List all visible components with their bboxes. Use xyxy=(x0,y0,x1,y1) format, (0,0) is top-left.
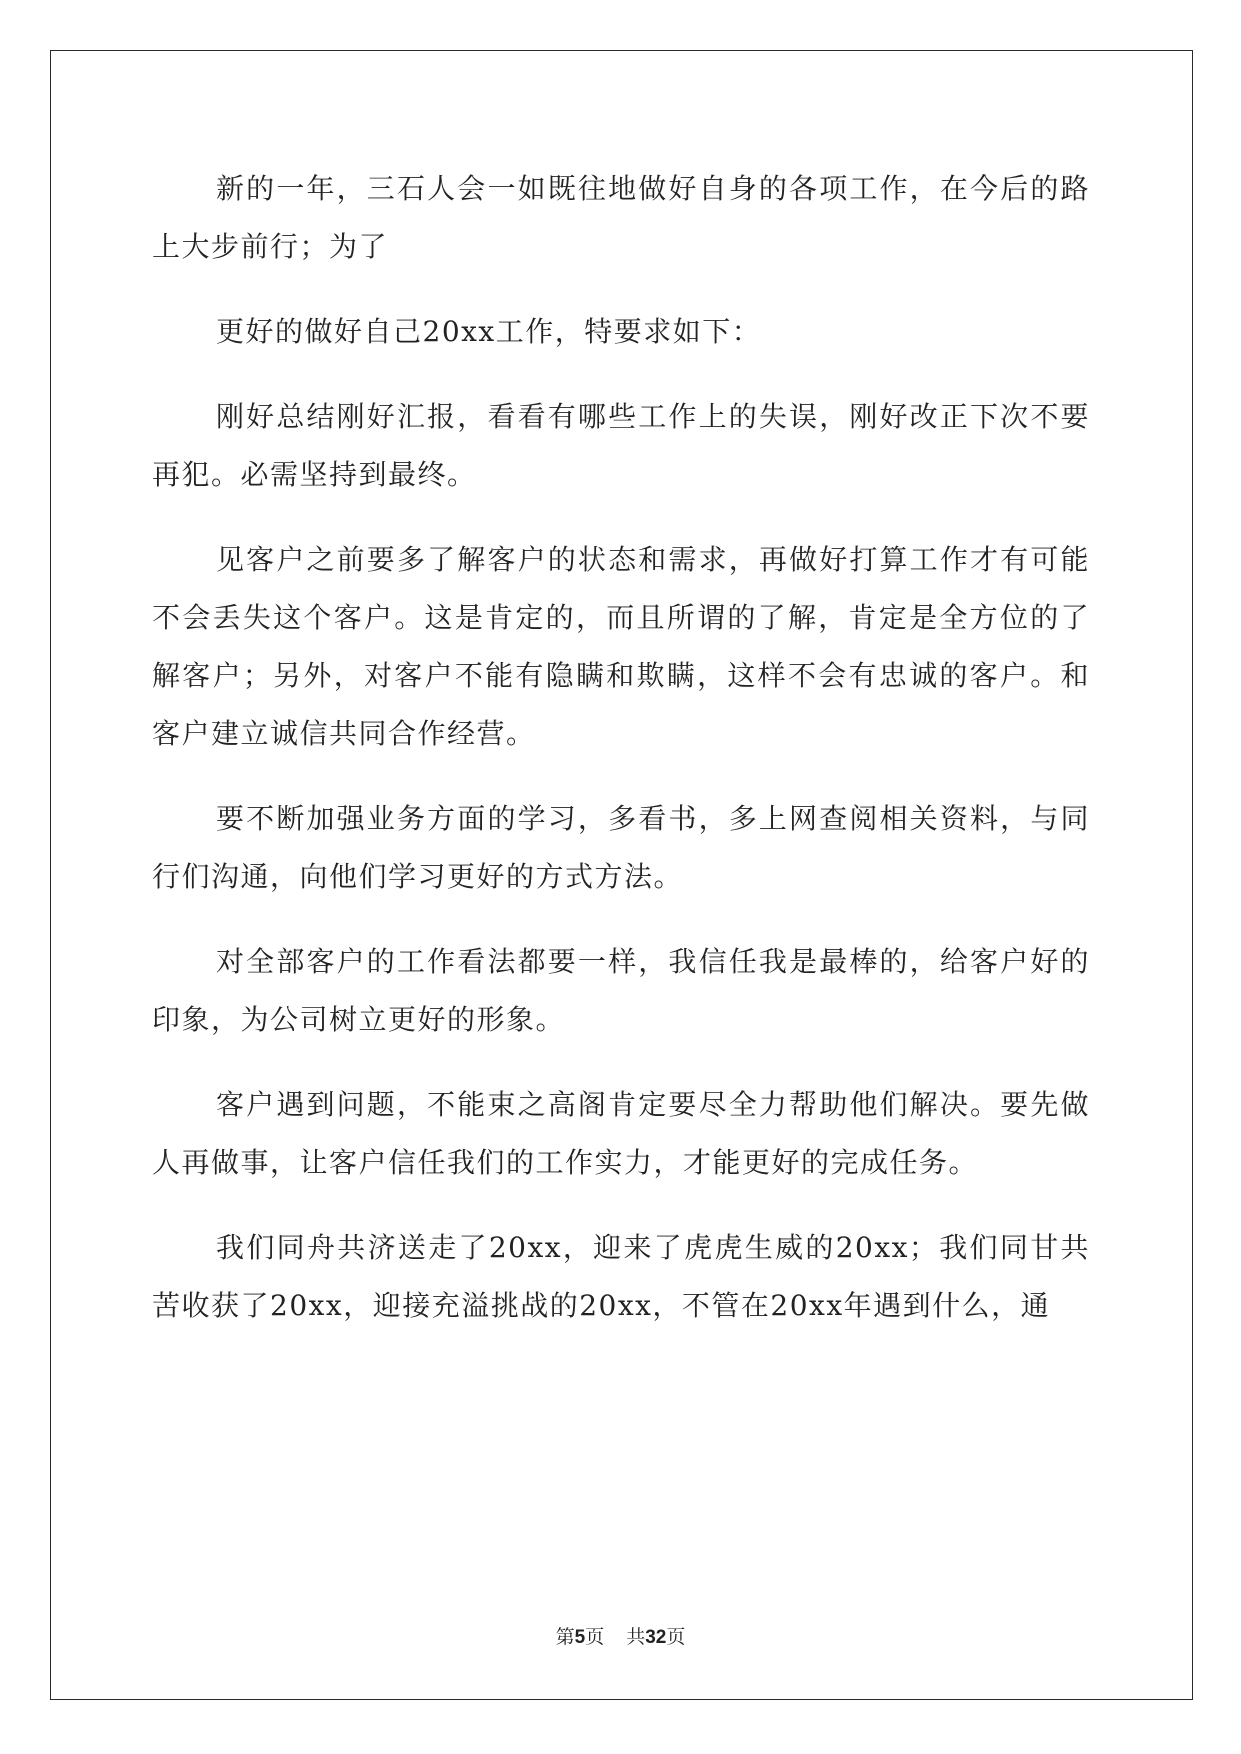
total-suffix: 页 xyxy=(666,1626,686,1648)
paragraph: 更好的做好自己20xx工作，特要求如下： xyxy=(216,315,762,348)
paragraph: 客户遇到问题，不能束之高阁肯定要尽全力帮助他们解决。要先做人再做事，让客户信任我们的工作实力，才能更好的完成任务。 xyxy=(152,1088,1090,1179)
paragraph: 我们同舟共济送走了20xx，迎来了虎虎生威的20xx；我们同甘共苦收获了20xx，迎接充溢挑战的20xx，不管在20xx年遇到什么，通 xyxy=(152,1231,1090,1322)
page-suffix: 页 xyxy=(585,1626,605,1648)
paragraph: 对全部客户的工作看法都要一样，我信任我是最棒的，给客户好的印象，为公司树立更好的形象。 xyxy=(152,945,1090,1036)
page-number: 5 xyxy=(574,1627,586,1648)
document-body xyxy=(152,160,1090,1362)
paragraph: 要不断加强业务方面的学习，多看书，多上网查阅相关资料，与同行们沟通，向他们学习更好的方式方法。 xyxy=(152,802,1090,893)
total-prefix: 共 xyxy=(626,1626,646,1648)
paragraph: 见客户之前要多了解客户的状态和需求，再做好打算工作才有可能不会丢失这个客户。这是肯定的，而且所谓的了解，肯定是全方位的了解客户；另外，对客户不能有隐瞒和欺瞒，这样不会有忠诚的客户。和客户建立诚信共同合作经营。 xyxy=(152,543,1090,750)
paragraph: 新的一年，三石人会一如既往地做好自身的各项工作，在今后的路上大步前行；为了 xyxy=(152,172,1090,263)
paragraph: 刚好总结刚好汇报，看看有哪些工作上的失误，刚好改正下次不要再犯。必需坚持到最终。 xyxy=(152,400,1090,491)
page-footer xyxy=(0,1622,1241,1649)
page-prefix: 第 xyxy=(555,1626,575,1648)
total-pages: 32 xyxy=(645,1627,667,1648)
